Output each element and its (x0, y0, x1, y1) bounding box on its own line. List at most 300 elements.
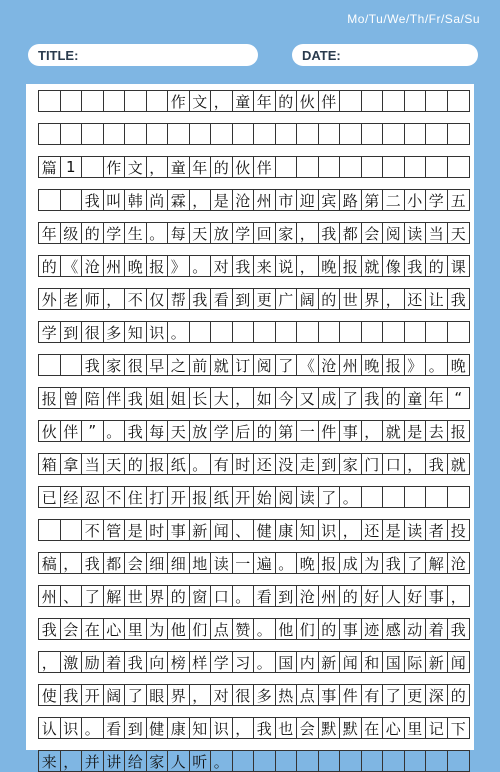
grid-cell (383, 487, 405, 507)
grid-cell: 晚 (297, 553, 319, 573)
grid-cell: 当 (82, 454, 104, 474)
grid-cell: 。 (168, 322, 190, 342)
grid-cell: 读 (297, 487, 319, 507)
grid-cell: 样 (190, 652, 212, 672)
essay-line (38, 750, 470, 772)
grid-cell: 世 (125, 586, 147, 606)
grid-cell: 们 (297, 619, 319, 639)
grid-cell: 我 (319, 223, 341, 243)
essay-line (38, 717, 470, 739)
grid-cell: 会 (61, 619, 83, 639)
grid-cell (39, 124, 61, 144)
grid-cell: 我 (39, 619, 61, 639)
grid-cell: 。 (190, 256, 212, 276)
grid-cell: 事 (340, 421, 362, 441)
title-field[interactable] (28, 44, 258, 66)
essay-line (38, 288, 470, 310)
grid-cell: 的 (319, 619, 341, 639)
grid-cell: 我 (426, 454, 448, 474)
grid-cell: 1 (61, 157, 83, 177)
grid-cell: 为 (362, 553, 384, 573)
grid-cell: 着 (104, 652, 126, 672)
grid-cell: 还 (362, 520, 384, 540)
grid-cell: 学 (104, 223, 126, 243)
grid-cell: 州 (319, 586, 341, 606)
grid-cell: 篇 (39, 157, 61, 177)
grid-cell: 说 (276, 256, 298, 276)
grid-cell: 会 (362, 223, 384, 243)
grid-cell: “ (454, 389, 463, 407)
grid-cell: 界 (168, 685, 190, 705)
essay-line (38, 552, 470, 574)
grid-cell: 并 (82, 751, 104, 771)
grid-cell: 天 (190, 223, 212, 243)
grid-cell: 阅 (383, 223, 405, 243)
grid-cell: 长 (190, 388, 212, 408)
grid-cell: 听 (190, 751, 212, 771)
grid-cell: 就 (362, 256, 384, 276)
grid-cell: 一 (297, 421, 319, 441)
grid-cell: 伙 (39, 421, 61, 441)
grid-cell: 健 (147, 718, 169, 738)
grid-cell: 大 (211, 388, 233, 408)
grid-cell: 住 (125, 487, 147, 507)
grid-cell: ， (297, 256, 319, 276)
grid-cell (362, 124, 384, 144)
grid-cell (405, 124, 427, 144)
grid-cell: 学 (211, 421, 233, 441)
essay-line (38, 222, 470, 244)
grid-cell: 闻 (340, 652, 362, 672)
grid-cell: 管 (104, 520, 126, 540)
grid-cell: 也 (276, 718, 298, 738)
grid-cell: ， (340, 520, 362, 540)
grid-cell: 天 (450, 224, 466, 243)
grid-cell: 纸 (211, 487, 233, 507)
grid-cell (340, 751, 362, 771)
grid-cell: 康 (276, 520, 298, 540)
grid-cell (61, 91, 83, 111)
grid-cell (362, 157, 384, 177)
essay-line (38, 354, 470, 376)
grid-cell: 成 (340, 553, 362, 573)
grid-cell: 感 (383, 619, 405, 639)
grid-cell (125, 124, 147, 144)
grid-cell (39, 520, 61, 540)
grid-cell (147, 124, 169, 144)
grid-cell: 动 (405, 619, 427, 639)
grid-cell: 、 (61, 586, 83, 606)
grid-cell: 尚 (147, 190, 169, 210)
grid-cell: 走 (297, 454, 319, 474)
grid-cell: ， (233, 718, 255, 738)
grid-cell: 我 (450, 620, 466, 639)
essay-line (38, 486, 470, 508)
grid-cell (233, 751, 255, 771)
grid-cell: 晚 (362, 355, 384, 375)
grid-cell (297, 751, 319, 771)
grid-cell: 事 (340, 619, 362, 639)
grid-cell: ” (82, 421, 104, 441)
grid-cell: 我 (254, 718, 276, 738)
grid-cell: 年 (39, 223, 61, 243)
grid-cell: 讲 (104, 751, 126, 771)
grid-cell: 当 (426, 223, 448, 243)
grid-cell: 到 (61, 322, 83, 342)
grid-cell: 到 (233, 289, 255, 309)
grid-cell (254, 124, 276, 144)
grid-cell: 沧 (297, 586, 319, 606)
grid-cell: 多 (254, 685, 276, 705)
grid-cell (362, 322, 384, 342)
weekday-label: Mo/Tu/We/Th/Fr/Sa/Su (347, 12, 480, 26)
grid-cell: 始 (254, 487, 276, 507)
grid-cell: 很 (233, 685, 255, 705)
grid-cell: 事 (426, 586, 448, 606)
grid-cell (297, 124, 319, 144)
grid-cell: 年 (190, 157, 212, 177)
grid-cell: 识 (211, 718, 233, 738)
grid-cell: 报 (190, 487, 212, 507)
grid-cell (82, 124, 104, 144)
grid-cell: 作 (168, 91, 190, 111)
grid-cell: 读 (211, 553, 233, 573)
grid-cell: 师 (82, 289, 104, 309)
grid-cell (276, 322, 298, 342)
grid-cell (383, 124, 405, 144)
grid-cell: 对 (211, 256, 233, 276)
date-field[interactable] (292, 44, 478, 66)
grid-cell (426, 157, 448, 177)
grid-cell (340, 322, 362, 342)
grid-cell: 为 (147, 619, 169, 639)
grid-cell: 向 (147, 652, 169, 672)
grid-cell (61, 190, 83, 210)
grid-cell: 年 (426, 388, 448, 408)
grid-cell: 纸 (168, 454, 190, 474)
grid-cell: 事 (168, 520, 190, 540)
grid-cell (362, 487, 384, 507)
grid-cell: 热 (276, 685, 298, 705)
grid-cell: ， (383, 289, 405, 309)
grid-cell: 沧 (319, 355, 341, 375)
grid-cell (426, 322, 448, 342)
grid-cell: 还 (405, 289, 427, 309)
grid-cell: 的 (211, 157, 233, 177)
grid-cell: 叫 (104, 190, 126, 210)
grid-cell: 稿 (39, 553, 61, 573)
grid-cell: 我 (125, 652, 147, 672)
grid-cell: 好 (405, 586, 427, 606)
grid-cell: 。 (254, 652, 276, 672)
grid-cell (39, 91, 61, 111)
grid-cell: 晚 (125, 256, 147, 276)
grid-cell: ， (104, 289, 126, 309)
grid-cell: 他 (168, 619, 190, 639)
grid-cell: 人 (383, 586, 405, 606)
grid-cell: 回 (254, 223, 276, 243)
grid-cell: 里 (125, 619, 147, 639)
grid-cell (426, 91, 448, 111)
grid-cell: 者 (426, 520, 448, 540)
grid-cell: 多 (104, 322, 126, 342)
grid-cell: 州 (104, 256, 126, 276)
grid-cell (276, 157, 298, 177)
grid-cell: 前 (190, 355, 212, 375)
grid-cell: 晚 (319, 256, 341, 276)
essay-line (38, 618, 470, 640)
grid-cell: 伴 (319, 91, 341, 111)
grid-cell: 州 (39, 586, 61, 606)
grid-cell: 了 (405, 553, 427, 573)
grid-cell: ， (450, 587, 466, 606)
grid-cell (405, 157, 427, 177)
grid-cell: 国 (383, 652, 405, 672)
grid-cell: 。 (233, 586, 255, 606)
grid-cell: 下 (450, 719, 466, 738)
grid-cell: 闻 (211, 520, 233, 540)
grid-cell: 康 (168, 718, 190, 738)
grid-cell (362, 751, 384, 771)
grid-cell (190, 124, 212, 144)
grid-cell (254, 751, 276, 771)
grid-cell: 第 (276, 421, 298, 441)
grid-cell: 报 (383, 355, 405, 375)
grid-cell: 忍 (82, 487, 104, 507)
grid-cell (276, 751, 298, 771)
grid-cell: 了 (383, 685, 405, 705)
grid-cell: 赞 (233, 619, 255, 639)
essay-line (38, 189, 470, 211)
grid-cell (190, 322, 212, 342)
essay-line (38, 156, 470, 178)
grid-cell: 放 (190, 421, 212, 441)
grid-cell: 天 (104, 454, 126, 474)
grid-cell: 的 (319, 289, 341, 309)
grid-cell: 窗 (190, 586, 212, 606)
grid-cell (211, 322, 233, 342)
grid-cell: ， (405, 454, 427, 474)
grid-cell: 了 (319, 487, 341, 507)
grid-cell: 还 (254, 454, 276, 474)
grid-cell: 就 (211, 355, 233, 375)
grid-cell: 帮 (168, 289, 190, 309)
grid-cell: 识 (61, 718, 83, 738)
grid-cell: 来 (39, 751, 61, 771)
grid-cell: 沧 (450, 554, 466, 573)
grid-cell: 投 (450, 521, 466, 540)
grid-cell: ， (211, 91, 233, 111)
grid-cell: 心 (383, 718, 405, 738)
grid-cell: 报 (39, 388, 61, 408)
grid-cell: 小 (405, 190, 427, 210)
grid-cell: 二 (383, 190, 405, 210)
grid-cell: 。 (254, 619, 276, 639)
grid-cell: 不 (104, 487, 126, 507)
grid-cell: 是 (125, 520, 147, 540)
grid-cell: 的 (168, 586, 190, 606)
grid-cell: 给 (125, 751, 147, 771)
grid-cell: 在 (82, 619, 104, 639)
grid-cell: 很 (125, 355, 147, 375)
grid-cell (426, 751, 448, 771)
grid-cell: 姐 (168, 388, 190, 408)
grid-cell: 伴 (254, 157, 276, 177)
grid-cell: 界 (362, 289, 384, 309)
grid-cell: 新 (319, 652, 341, 672)
grid-cell: 开 (233, 487, 255, 507)
grid-cell: 更 (405, 685, 427, 705)
grid-cell (39, 355, 61, 375)
grid-cell: 很 (82, 322, 104, 342)
grid-cell: 际 (405, 652, 427, 672)
grid-cell: 时 (233, 454, 255, 474)
grid-cell (383, 157, 405, 177)
grid-cell: 他 (276, 619, 298, 639)
grid-cell: 阔 (104, 685, 126, 705)
grid-cell: 和 (362, 652, 384, 672)
grid-cell: 的 (383, 388, 405, 408)
grid-cell: 门 (362, 454, 384, 474)
grid-cell: 眼 (147, 685, 169, 705)
grid-cell (319, 157, 341, 177)
grid-cell: 打 (147, 487, 169, 507)
grid-cell: 、 (233, 520, 255, 540)
essay-heading (38, 90, 470, 112)
grid-cell: 看 (211, 289, 233, 309)
grid-cell: 知 (297, 520, 319, 540)
grid-cell: 学 (211, 652, 233, 672)
grid-cell (448, 751, 470, 771)
grid-cell: 韩 (125, 190, 147, 210)
grid-cell: 报 (147, 256, 169, 276)
grid-cell: 阅 (254, 355, 276, 375)
grid-cell: 是 (211, 190, 233, 210)
grid-cell: 《 (61, 256, 83, 276)
essay-line (38, 585, 470, 607)
grid-cell: 励 (82, 652, 104, 672)
grid-cell: 订 (233, 355, 255, 375)
grid-cell: 报 (450, 422, 466, 441)
grid-cell: 来 (254, 256, 276, 276)
grid-cell: 在 (362, 718, 384, 738)
grid-cell: 第 (362, 190, 384, 210)
grid-cell (297, 157, 319, 177)
grid-cell: 的 (276, 91, 298, 111)
grid-cell: 识 (147, 322, 169, 342)
grid-cell: 宾 (319, 190, 341, 210)
grid-cell: ， (233, 388, 255, 408)
grid-cell: 生 (125, 223, 147, 243)
grid-cell: 报 (319, 553, 341, 573)
grid-cell: 作 (104, 157, 126, 177)
grid-cell: 我 (82, 355, 104, 375)
grid-cell: 细 (168, 553, 190, 573)
grid-cell: 伴 (61, 421, 83, 441)
grid-cell (82, 91, 104, 111)
grid-cell (340, 91, 362, 111)
grid-cell: 都 (104, 553, 126, 573)
grid-cell: 的 (82, 223, 104, 243)
grid-cell: 一 (233, 553, 255, 573)
grid-cell: 迎 (297, 190, 319, 210)
grid-cell: 。 (190, 454, 212, 474)
blank-row (38, 123, 470, 145)
grid-cell (405, 751, 427, 771)
grid-cell (104, 91, 126, 111)
grid-cell: 广 (276, 289, 298, 309)
grid-cell: 知 (125, 322, 147, 342)
grid-cell: 我 (362, 388, 384, 408)
grid-cell: 年 (254, 91, 276, 111)
grid-cell (254, 322, 276, 342)
grid-cell: 童 (233, 91, 255, 111)
grid-cell: 默 (319, 718, 341, 738)
grid-cell: 国 (276, 652, 298, 672)
grid-cell: 到 (276, 586, 298, 606)
grid-cell: 学 (233, 223, 255, 243)
grid-cell: 箱 (39, 454, 61, 474)
essay-line (38, 684, 470, 706)
grid-cell: 世 (340, 289, 362, 309)
grid-cell: 解 (104, 586, 126, 606)
grid-cell: 的 (340, 586, 362, 606)
grid-cell: 伙 (297, 91, 319, 111)
grid-cell: 家 (104, 355, 126, 375)
grid-cell: 。 (211, 751, 233, 771)
grid-cell: 学 (39, 322, 61, 342)
grid-paper (26, 84, 474, 771)
grid-cell (82, 157, 104, 177)
grid-cell: 件 (319, 421, 341, 441)
grid-cell: 如 (254, 388, 276, 408)
grid-cell: 就 (450, 455, 466, 474)
grid-cell (211, 124, 233, 144)
grid-cell (233, 124, 255, 144)
grid-cell (61, 355, 83, 375)
grid-cell: 我 (125, 388, 147, 408)
grid-cell: 早 (147, 355, 169, 375)
grid-cell: 后 (233, 421, 255, 441)
grid-cell: 件 (340, 685, 362, 705)
grid-cell: 。 (147, 223, 169, 243)
grid-cell: 了 (340, 388, 362, 408)
grid-cell: ， (297, 223, 319, 243)
grid-cell: 点 (297, 685, 319, 705)
grid-cell: 到 (125, 718, 147, 738)
grid-cell (448, 124, 470, 144)
grid-cell (426, 487, 448, 507)
grid-cell: 的 (450, 686, 466, 705)
essay-line (38, 321, 470, 343)
grid-cell (39, 190, 61, 210)
grid-cell: 文 (190, 91, 212, 111)
grid-cell (297, 322, 319, 342)
grid-cell: 像 (383, 256, 405, 276)
date-label: DATE: (302, 47, 341, 63)
grid-cell: 沧 (82, 256, 104, 276)
grid-cell: 每 (147, 421, 169, 441)
grid-cell: 级 (61, 223, 83, 243)
grid-cell: ， (362, 421, 384, 441)
grid-cell: 了 (125, 685, 147, 705)
grid-cell: 对 (211, 685, 233, 705)
grid-cell: ， (190, 685, 212, 705)
grid-cell: 去 (426, 421, 448, 441)
grid-cell: 《 (297, 355, 319, 375)
grid-cell: 报 (147, 454, 169, 474)
grid-cell: 家 (340, 454, 362, 474)
